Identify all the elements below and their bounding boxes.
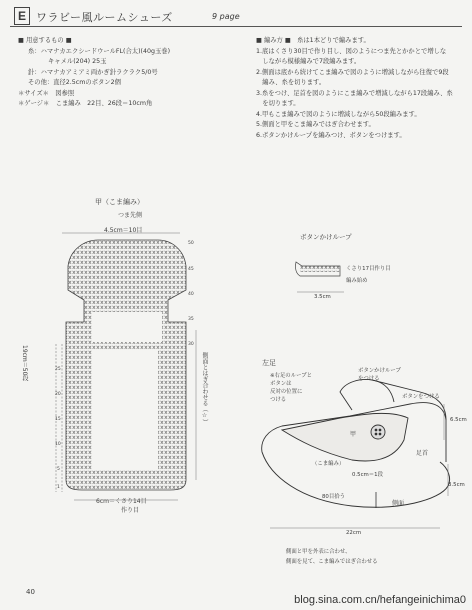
page-number: 40	[26, 588, 35, 596]
loop-width-label: 3.5cm	[314, 294, 331, 300]
button-attach-label: ボタンをつける	[402, 394, 440, 400]
needle-line: 針：ハマナカアミアミ両かぎ針ラクラク5/0号	[28, 68, 158, 76]
row-number: 10	[55, 442, 61, 447]
step-line: 6.ボタンかけループを編みつけ、ボタンをつけます。	[256, 131, 406, 139]
sc-label: （こま編み）	[312, 461, 345, 467]
gauge-line: ＊ゲージ＊ こま編み 22目、26段＝10cm角	[18, 100, 153, 107]
row-number: 1	[57, 485, 60, 490]
upper-chart-diagram	[55, 233, 196, 500]
step-line: 5.側面と甲をこま編みではぎ合わせます。	[256, 121, 375, 128]
loop-chain-label: くさり17目作り目	[346, 266, 391, 272]
row-number: 50	[188, 241, 194, 246]
upper-height-label: 19cm＝50段	[21, 345, 28, 382]
instructions-heading: ■ 編み方 ■ 糸は1本どりで編みます。	[256, 37, 370, 44]
row-number: 40	[188, 292, 194, 297]
toe-label: つま先側	[118, 212, 143, 219]
row-number: 5	[57, 467, 60, 472]
step-line: 3.糸をつけ、足首を図のようにこま編みで増減しながら17段編み、糸	[256, 89, 453, 97]
upper-width-label: 4.5cm＝10目	[104, 227, 143, 234]
side-join-note: 側面とはぎ合わせる（☆）	[201, 352, 208, 425]
side-height-label: 3.5cm	[448, 482, 465, 488]
yarn-line: 糸：ハマナカエクシードウールFL(合太)(40g玉巻)	[28, 47, 171, 55]
watermark: blog.sina.com.cn/hefangeinichima0	[294, 594, 466, 606]
button-loop-diagram	[296, 262, 345, 292]
page-reference: 9 page	[212, 12, 240, 21]
join-note-2: 側面を見て、こま編みではぎ合わせる	[286, 559, 378, 565]
step-line: しながら模様編みで7段編みます。	[256, 58, 361, 65]
bottom-width-label: 6cm＝くさり14目	[96, 498, 147, 505]
row-number: 25	[55, 367, 61, 372]
page-title: ワラビー風ルームシューズ	[36, 11, 173, 24]
sole-length-label: 22cm	[346, 530, 362, 536]
section-letter-badge: E	[14, 7, 30, 25]
no-change-area	[92, 312, 162, 342]
right-foot-note: ※右足のループと ボタンは 反対の位置に つける	[270, 373, 312, 403]
side-label: 側面	[392, 500, 405, 507]
materials-heading: ■ 用意するもの ■	[18, 37, 72, 44]
other-line: その他：直径2.5cmのボタン2個	[28, 79, 121, 86]
sc-detail-label: 0.5cm＝1段	[352, 472, 383, 478]
upper-label: 甲	[350, 431, 357, 438]
size-line: ＊サイズ＊ 図参照	[18, 89, 75, 97]
button-loop-title: ボタンかけループ	[300, 233, 352, 241]
start-chain-label: 作り目	[121, 507, 140, 514]
row-number: 30	[188, 342, 194, 347]
upper-chart-title: 甲（こま編み）	[95, 198, 144, 206]
step-line: 4.甲もこま編みで図のように増減しながら50段編みます。	[256, 110, 421, 118]
step-line: 1.底はくさり30目で作り目し、図のようにつま先とかかとで増しな	[256, 47, 447, 55]
join-note-1: 側面と甲を外表に合わせ、	[286, 549, 351, 555]
row-number: 45	[188, 267, 194, 272]
row-number: 35	[188, 317, 194, 322]
step-line: を切ります。	[256, 100, 300, 107]
loop-attach-label: ボタンかけループ をつける	[358, 368, 401, 382]
sole-pick-label: 80目拾う	[322, 494, 346, 500]
row-number: 20	[55, 392, 61, 397]
inner-blank-area	[92, 350, 158, 470]
row-number: 15	[55, 417, 61, 422]
ankle-height-label: 6.5cm	[450, 417, 467, 423]
step-line: 編み、糸を切ります。	[256, 79, 326, 86]
loop-start-label: 編み始め	[346, 278, 368, 284]
left-foot-title: 左足	[262, 359, 276, 367]
ankle-label: 足首	[416, 450, 429, 457]
step-line: 2.側面は底から続けてこま編みで図のように増減しながら往復で9段	[256, 68, 449, 76]
yarn-color-line: キャメル(204) 25玉	[48, 58, 107, 65]
